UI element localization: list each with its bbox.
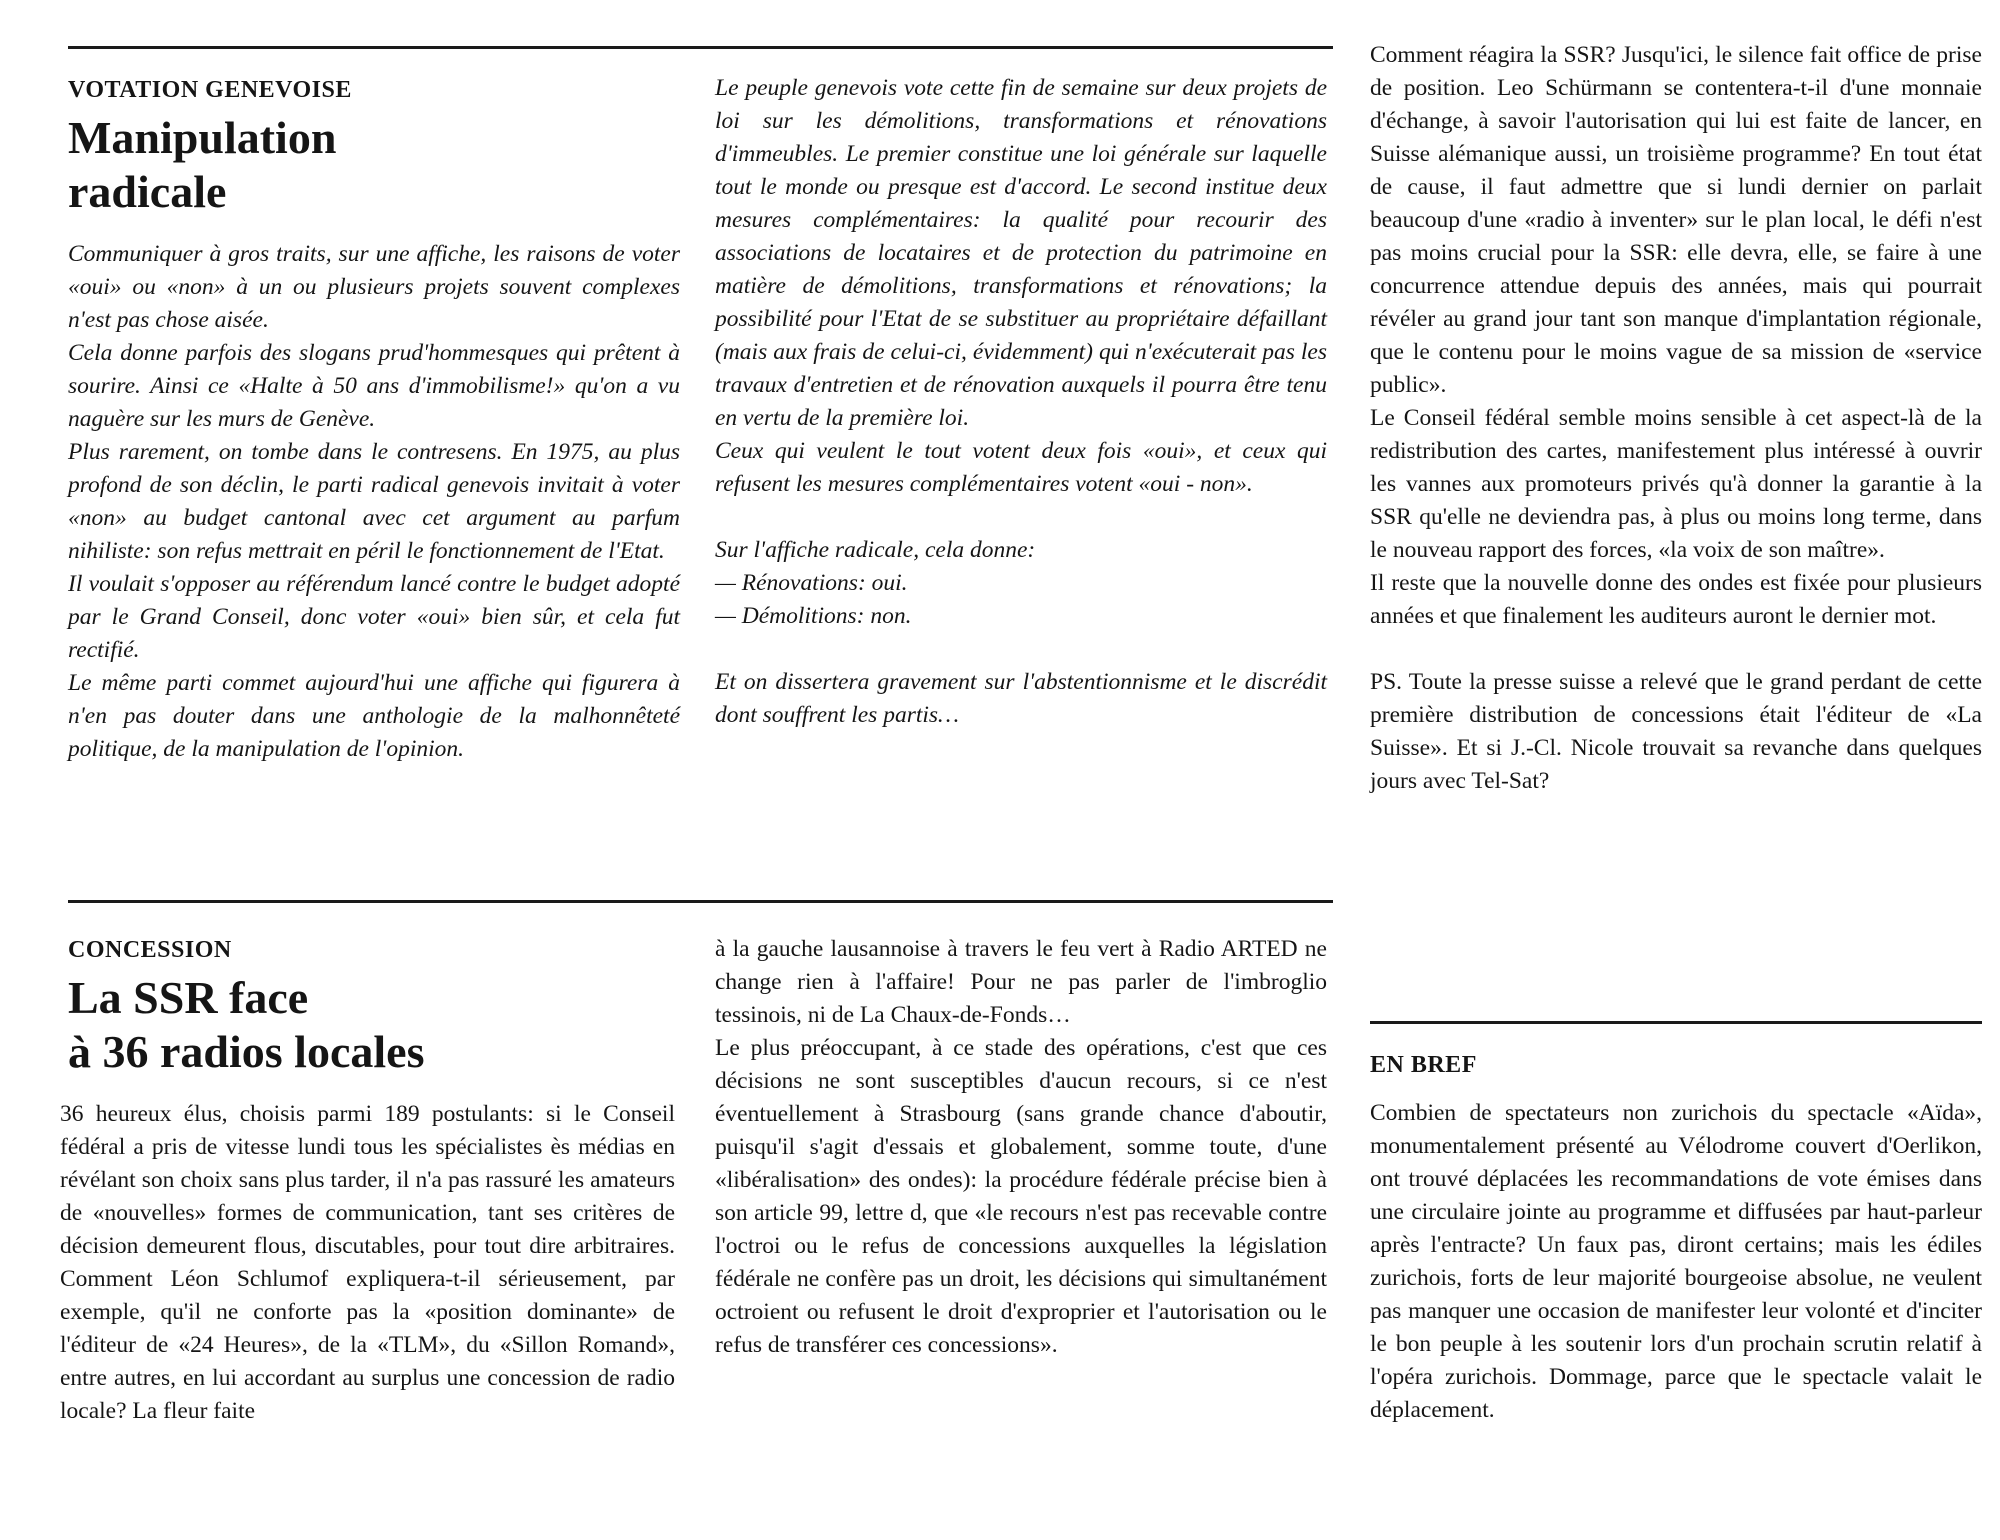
votation-paragraph: Le même parti commet aujourd'hui une affiche qui figurera à n'en pas douter dans une anthologie de la malhonnêteté politique, de la manipulation de l'opinion. bbox=[68, 670, 680, 762]
concession-title-line1: La SSR face bbox=[68, 972, 309, 1023]
top-rule bbox=[68, 46, 1333, 49]
votation-paragraph: Cela donne parfois des slogans prud'hommesques qui prêtent à sourire. Ainsi ce «Halte à 50 ans d'immobilisme!» qu'on a vu naguère sur les murs de Genève. bbox=[68, 340, 680, 432]
votation-closing: Et on dissertera gravement sur l'abstentionnisme et le discrédit dont souffrent les partis… bbox=[715, 669, 1327, 728]
votation-paragraph: Il voulait s'opposer au référendum lancé contre le budget adopté par le Grand Conseil, donc voter «oui» bien sûr, et cela fut rectifié. bbox=[68, 571, 680, 663]
votation-column-2 bbox=[715, 72, 1327, 732]
votation-header bbox=[68, 75, 688, 219]
right-rule bbox=[1370, 1021, 1982, 1024]
concession-column-1 bbox=[60, 1098, 675, 1428]
mid-rule bbox=[68, 900, 1333, 903]
concession-paragraph: à la gauche lausannoise à travers le feu vert à Radio ARTED ne change rien à l'affaire! Pour ne pas parler de l'imbroglio tessinois, ni de La Chaux-de-Fonds… bbox=[715, 936, 1327, 1028]
en-bref-header bbox=[1370, 1050, 1982, 1080]
concession-header bbox=[68, 935, 688, 1079]
concession-paragraph: Le Conseil fédéral semble moins sensible à cet aspect-là de la redistribution des cartes, manifestement plus intéressé à ouvrir les vannes aux promoteurs privés qu'à donner la garantie à la SSR qu'elle ne deviendra pas, à plus ou moins long terme, dans le nouveau rapport des forces, «la voix de son maître». bbox=[1370, 405, 1982, 563]
en-bref-body bbox=[1370, 1097, 1982, 1427]
votation-kicker: VOTATION GENEVOISE bbox=[68, 77, 352, 103]
affiche-line-demolitions: — Démolitions: non. bbox=[715, 603, 912, 629]
concession-column-2 bbox=[715, 933, 1327, 1362]
votation-paragraph: Ceux qui veulent le tout votent deux fois «oui», et ceux qui refusent les mesures complémentaires votent «oui - non». bbox=[715, 438, 1327, 497]
concession-kicker: CONCESSION bbox=[68, 937, 232, 963]
votation-column-1 bbox=[68, 238, 680, 766]
affiche-line-renovations: — Rénovations: oui. bbox=[715, 570, 908, 596]
concession-headline bbox=[68, 971, 688, 1079]
votation-title-line2: radicale bbox=[68, 166, 227, 217]
votation-headline bbox=[68, 111, 688, 219]
concession-paragraph: Le plus préoccupant, à ce stade des opérations, c'est que ces décisions ne sont susceptibles d'aucun recours, si ce n'est éventuellement à Strasbourg (sans grande chance d'aboutir, puisqu'il s'agit d'essais et globalement, somme toute, d'une «libéralisation» des ondes): la procédure fédérale précise bien à son article 99, lettre d, que «le recours n'est pas recevable contre l'octroi ou le refus de concessions auxquelles la législation fédérale ne confère pas un droit, les décisions qui simultanément octroient ou refusent le droit d'exproprier et l'autorisation ou le refus de transférer ces concessions». bbox=[715, 1035, 1327, 1358]
affiche-intro: Sur l'affiche radicale, cela donne: bbox=[715, 537, 1036, 563]
en-bref-kicker: EN BREF bbox=[1370, 1052, 1477, 1078]
votation-paragraph: Communiquer à gros traits, sur une affiche, les raisons de voter «oui» ou «non» à un ou plusieurs projets souvent complexes n'est pas chose aisée. bbox=[68, 241, 680, 333]
votation-paragraph: Plus rarement, on tombe dans le contresens. En 1975, au plus profond de son déclin, le parti radical genevois invitait à voter «non» au budget cantonal avec cet argument au parfum nihiliste: son refus mettrait en péril le fonctionnement de l'Etat. bbox=[68, 439, 680, 564]
concession-paragraph: Il reste que la nouvelle donne des ondes est fixée pour plusieurs années et que finalement les auditeurs auront le dernier mot. bbox=[1370, 570, 1982, 629]
en-bref-paragraph: Combien de spectateurs non zurichois du spectacle «Aïda», monumentalement présenté au Vélodrome couvert d'Oerlikon, ont trouvé déplacées les recommandations de vote émises dans une circulaire jointe au programme et diffusées par haut-parleur après l'entracte? Un faux pas, diront certains; mais les édiles zurichois, forts de leur majorité bourgeoise absolue, ne veulent pas manquer une occasion de manifester leur volonté et d'inciter le bon peuple à les soutenir lors d'un prochain scrutin relatif à l'opéra zurichois. Dommage, parce que le spectacle valait le déplacement. bbox=[1370, 1100, 1982, 1423]
concession-paragraph: Comment réagira la SSR? Jusqu'ici, le silence fait office de prise de position. Leo Schürmann se contentera-t-il d'une monnaie d'échange, à savoir l'autorisation qui lui est faite de lancer, en Suisse alémanique aussi, un troisième programme? En tout état de cause, il faut admettre que si lundi dernier on parlait beaucoup d'une «radio à inventer» sur le plan local, le défi n'est pas moins crucial pour la SSR: elle devra, elle, se faire à une concurrence attendue depuis des années, mais qui pourrait révéler au grand jour tant son manque d'implantation régionale, que le contenu pour le moins vague de sa mission de «service public». bbox=[1370, 42, 1982, 398]
concession-paragraph: 36 heureux élus, choisis parmi 189 postulants: si le Conseil fédéral a pris de vitesse lundi tous les spécialistes ès médias en révélant son choix sans plus tarder, il n'a pas rassuré les amateurs de «nouvelles» formes de communication, tant ses critères de décision demeurent flous, discutables, pour tout dire arbitraires. Comment Léon Schlumof expliquera-t-il sérieusement, par exemple, qu'il ne conforte pas la «position dominante» de l'éditeur de «24 Heures», de la «TLM», du «Sillon Romand», entre autres, en lui accordant au surplus une concession de radio locale? La fleur faite bbox=[60, 1101, 675, 1424]
concession-ps: PS. Toute la presse suisse a relevé que le grand perdant de cette première distribution de concessions était l'éditeur de «La Suisse». Et si J.-Cl. Nicole trouvait sa revanche dans quelques jours avec Tel-Sat? bbox=[1370, 669, 1982, 794]
votation-paragraph: Le peuple genevois vote cette fin de semaine sur deux projets de loi sur les démolitions, transformations et rénovations d'immeubles. Le premier constitue une loi générale sur laquelle tout le monde ou presque est d'accord. Le second institue deux mesures complémentaires: la qualité pour recourir des associations de locataires et de protection du patrimoine en matière de démolitions, transformations et rénovations; la possibilité pour l'Etat de se substituer au propriétaire défaillant (mais aux frais de celui-ci, évidemment) qui n'exécuterait pas les travaux d'entretien et de rénovation auxquels il pourra être tenu en vertu de la première loi. bbox=[715, 75, 1327, 431]
votation-title-line1: Manipulation bbox=[68, 112, 337, 163]
concession-column-3 bbox=[1370, 39, 1982, 798]
concession-title-line2: à 36 radios locales bbox=[68, 1026, 425, 1077]
